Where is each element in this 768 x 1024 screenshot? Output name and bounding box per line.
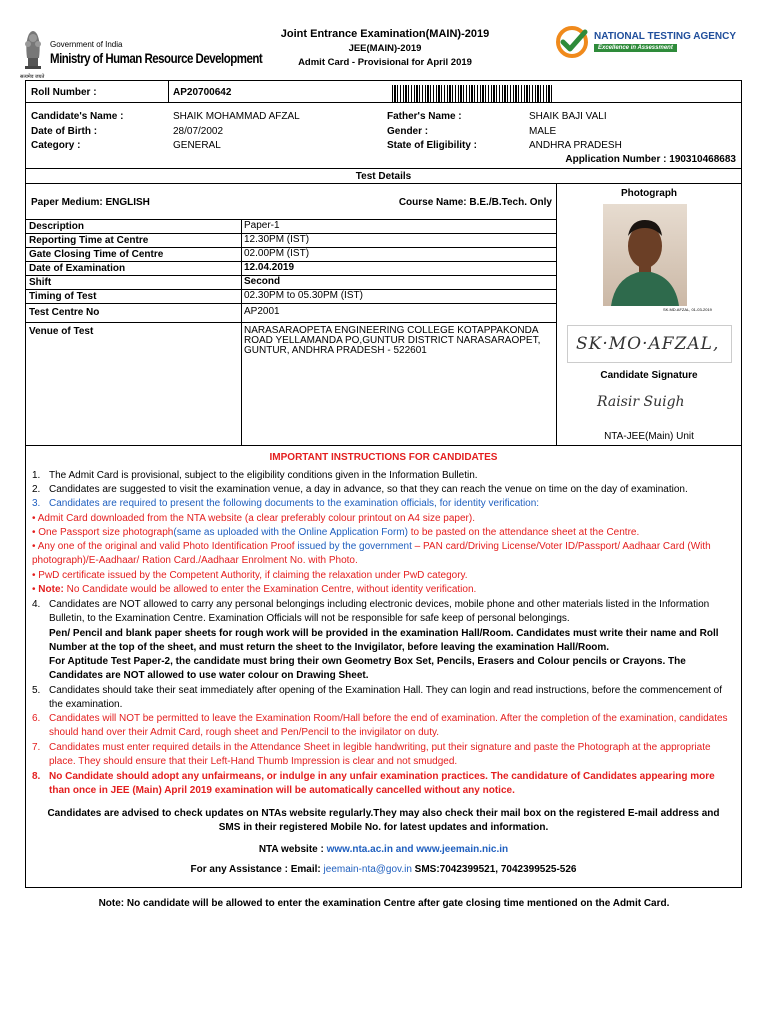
instruction-number: 4. xyxy=(32,599,41,610)
instruction-text: The Admit Card is provisional, subject to the eligibility conditions given in the Information Bulletin. xyxy=(49,470,478,481)
instruction-number: 1. xyxy=(32,470,41,481)
nta-tagline: Excellence in Assessment xyxy=(594,44,677,52)
table-row xyxy=(26,304,557,323)
national-emblem-icon xyxy=(20,28,46,74)
instruction-bullet xyxy=(32,569,738,583)
table-row xyxy=(26,262,557,276)
instruction-bullet xyxy=(32,512,738,526)
row-value: 02.00PM (IST) xyxy=(244,248,310,259)
unit-signature xyxy=(597,384,707,424)
instruction-text: Candidates are NOT allowed to carry any personal belongings including electronic devices, mobile phone and other materials listed in the Information Bulletin, to the Examination Centre. Examination Officials will not be responsible for safe keep of personal belongings. xyxy=(49,599,710,625)
instruction-bullet xyxy=(32,526,738,540)
table-row xyxy=(26,290,557,304)
bullet-text: • Admit Card downloaded from the NTA website (a clear preferably colour printout on A4 size paper). xyxy=(32,513,475,524)
instruction-text: Candidates are suggested to visit the examination venue, a day in advance, so that they can reach the venue on time on the day of examination. xyxy=(49,484,688,495)
row-key: Gate Closing Time of Centre xyxy=(29,249,164,260)
row-value: AP2001 xyxy=(244,306,280,317)
row-key: Test Centre No xyxy=(29,307,100,318)
row-key: Venue of Test xyxy=(29,326,94,337)
instructions-title: IMPORTANT INSTRUCTIONS FOR CANDIDATES xyxy=(269,452,498,463)
admit-card-main-box xyxy=(25,80,742,888)
row-key: Timing of Test xyxy=(29,291,97,302)
instruction-text: Candidates are required to present the following documents to the examination officials, for identity verification: xyxy=(49,498,540,509)
row-value: 12.04.2019 xyxy=(244,262,295,273)
ministry-name: Ministry of Human Resource Development xyxy=(50,50,263,66)
bullet-text: No Candidate would be allowed to enter the Examination Centre, without identity verification. xyxy=(63,584,477,595)
candidate-header-divider xyxy=(26,102,741,103)
photo-signature-panel xyxy=(557,184,741,446)
bullet-text: • xyxy=(32,584,39,595)
assistance-line xyxy=(26,863,741,877)
candidate-signature-box xyxy=(567,325,732,363)
instruction-item xyxy=(32,497,738,511)
gender-label: Gender : xyxy=(387,126,429,137)
candidate-name-value: SHAIK MOHAMMAD AFZAL xyxy=(173,111,300,122)
state-label: State of Eligibility : xyxy=(387,140,478,151)
website-links[interactable]: www.nta.ac.in and www.jeemain.nic.in xyxy=(326,844,509,855)
bullet-text: (same as uploaded with the Online Application Form) xyxy=(173,527,408,538)
gate-closing-note: Note: No candidate will be allowed to enter the examination Centre after gate closing time mentioned on the Admit Card. xyxy=(98,898,670,909)
instruction-item xyxy=(32,469,738,483)
state-value: ANDHRA PRADESH xyxy=(529,140,622,151)
instruction-bullet xyxy=(32,583,738,597)
row-key: Shift xyxy=(29,277,52,288)
instruction-text: Candidates must enter required details in the Attendance Sheet in legible handwriting, put their signature and paste the Photograph at the appropriate place. They should ensure that their Left-Hand Thumb Impression is clear and not smudged. xyxy=(49,742,711,768)
application-number: Application Number : 190310468683 xyxy=(565,154,736,165)
instruction-number: 7. xyxy=(32,742,41,753)
bullet-text: – PAN card/Driving License/Voter ID/Passport/ Aadhaar Card (With photograph)/E-Aadhaar/ Ration Card./Aadhaar Enrolment No. with Photo. xyxy=(32,541,711,567)
paper-row xyxy=(26,184,557,220)
test-details-section xyxy=(26,184,741,446)
emblem-caption: सत्यमेव जयते xyxy=(20,74,45,80)
nta-check-icon xyxy=(556,26,590,58)
category-value: GENERAL xyxy=(173,140,221,151)
instruction-number: 6. xyxy=(32,713,41,724)
father-name-value: SHAIK BAJI VALI xyxy=(529,111,607,122)
instruction-text: Pen/ Pencil and blank paper sheets for rough work will be provided in the examination Hall/Room. Candidates must write their name and Roll Number at the top of the sheet, and must return the sheet to the Invigilator, before leaving the examination Hall/Room. xyxy=(49,627,719,653)
candidate-photograph xyxy=(603,204,687,306)
admit-card-subtitle: Admit Card - Provisional for April 2019 xyxy=(298,57,472,68)
row-value: NARASARAOPETA ENGINEERING COLLEGE KOTAPPAKONDA ROAD YELLAMANDA PO,GUNTUR DISTRICT NARASARAOPET, GUNTUR, ANDHRA PRADESH - 522601 xyxy=(244,325,541,356)
table-row xyxy=(26,234,557,248)
photo-caption: SK.MD.AFZAL, 01-03-2019 xyxy=(663,307,712,312)
row-value: Second xyxy=(244,276,281,287)
bullet-text: issued by the government xyxy=(294,541,412,552)
candidate-signature-label: Candidate Signature xyxy=(600,370,698,381)
candidate-portrait-icon xyxy=(603,204,687,306)
instruction-text: No Candidate should adopt any unfairmeans, or indulge in any unfair examination practices. The candidature of Candidates appearing more than once in JEE (Main) April 2019 examination will be automatically cancelled without any notice. xyxy=(49,771,715,797)
father-name-label: Father's Name : xyxy=(387,111,462,122)
roll-divider xyxy=(168,81,169,102)
bullet-text: to be pasted on the attendance sheet at the Centre. xyxy=(407,527,640,538)
paper-medium: Paper Medium: ENGLISH xyxy=(31,197,150,208)
table-row xyxy=(26,220,557,234)
photograph-label: Photograph xyxy=(620,188,678,199)
exam-title: Joint Entrance Examination(MAIN)-2019 xyxy=(280,28,490,40)
government-of-india-logo xyxy=(20,28,263,80)
test-details-header: Test Details xyxy=(26,169,741,184)
roll-number-value: AP20700642 xyxy=(173,87,232,98)
row-key: Reporting Time at Centre xyxy=(29,235,149,246)
instruction-item xyxy=(32,598,738,684)
row-value: Paper-1 xyxy=(244,220,280,231)
candidate-name-label: Candidate's Name : xyxy=(31,111,124,122)
roll-barcode xyxy=(392,85,552,103)
updates-advice: Candidates are advised to check updates on NTAs website regularly.They may also check their mail box on the registered E-mail address and SMS in their registered Mobile No. for latest updates and information. xyxy=(47,808,720,834)
nta-unit-label: NTA-JEE(Main) Unit xyxy=(604,431,694,442)
row-key: Date of Examination xyxy=(29,263,126,274)
government-of-india-text: Government of India xyxy=(50,40,123,49)
instruction-number: 2. xyxy=(32,484,41,495)
assistance-label: For any Assistance : Email: xyxy=(190,864,324,875)
candidate-details-section xyxy=(26,81,741,169)
instruction-bullet xyxy=(32,540,738,569)
instruction-item xyxy=(32,684,738,713)
admit-card-title-block xyxy=(240,28,530,68)
bullet-text: Note: xyxy=(38,584,64,595)
instruction-number: 8. xyxy=(32,771,41,782)
exam-subtitle: JEE(MAIN)-2019 xyxy=(348,43,422,54)
instruction-number: 3. xyxy=(32,498,41,509)
bullet-text: • One Passport size photograph xyxy=(32,527,174,538)
test-details-table xyxy=(26,184,557,446)
instruction-item xyxy=(32,712,738,741)
row-value: 02.30PM to 05.30PM (IST) xyxy=(244,290,363,301)
assistance-email[interactable]: jeemain-nta@gov.in xyxy=(323,864,412,875)
candidate-signature: SK·MO·AFZAL, xyxy=(576,334,720,354)
dob-value: 28/07/2002 xyxy=(173,126,224,137)
bullet-text: • PwD certificate issued by the Competent Authority, if claiming the relaxation under PwD category. xyxy=(32,570,468,581)
page-header xyxy=(0,0,768,80)
instruction-item xyxy=(32,741,738,770)
instruction-item xyxy=(32,770,738,799)
row-value: 12.30PM (IST) xyxy=(244,234,310,245)
roll-number-label: Roll Number : xyxy=(31,87,97,98)
unit-signature-text: Raisir Suigh xyxy=(597,394,685,410)
table-row xyxy=(26,248,557,262)
instruction-text: Candidates should take their seat immediately after opening of the Examination Hall. They can login and read instructions, before the commencement of the examination. xyxy=(49,685,722,711)
gender-value: MALE xyxy=(529,126,557,137)
category-label: Category : xyxy=(31,140,81,151)
instruction-item xyxy=(32,483,738,497)
table-row xyxy=(26,323,557,446)
instruction-text: Candidates will NOT be permitted to leave the Examination Room/Hall before the end of examination. After the completion of the examination, candidates should hand over their Admit Card, rough sheet and Pen/Pencil to the invigilator on duty. xyxy=(49,713,728,739)
nta-website-line xyxy=(26,843,741,857)
row-key: Description xyxy=(29,221,85,232)
nta-logo xyxy=(556,26,756,58)
instruction-number: 5. xyxy=(32,685,41,696)
dob-label: Date of Birth : xyxy=(31,126,98,137)
website-label: NTA website : xyxy=(258,844,327,855)
assistance-sms: SMS:7042399521, 7042399525-526 xyxy=(411,864,577,875)
nta-name: NATIONAL TESTING AGENCY xyxy=(594,31,737,42)
course-name: Course Name: B.E./B.Tech. Only xyxy=(398,197,552,208)
instruction-text: For Aptitude Test Paper-2, the candidate must bring their own Geometry Box Set, Pencils, Erasers and Colour pencils or Crayons. The Candidates are NOT allowed to use water colour on Drawing Sheet. xyxy=(49,656,686,682)
bullet-text: • Any one of the original and valid Photo Identification Proof xyxy=(32,541,295,552)
table-row xyxy=(26,276,557,290)
